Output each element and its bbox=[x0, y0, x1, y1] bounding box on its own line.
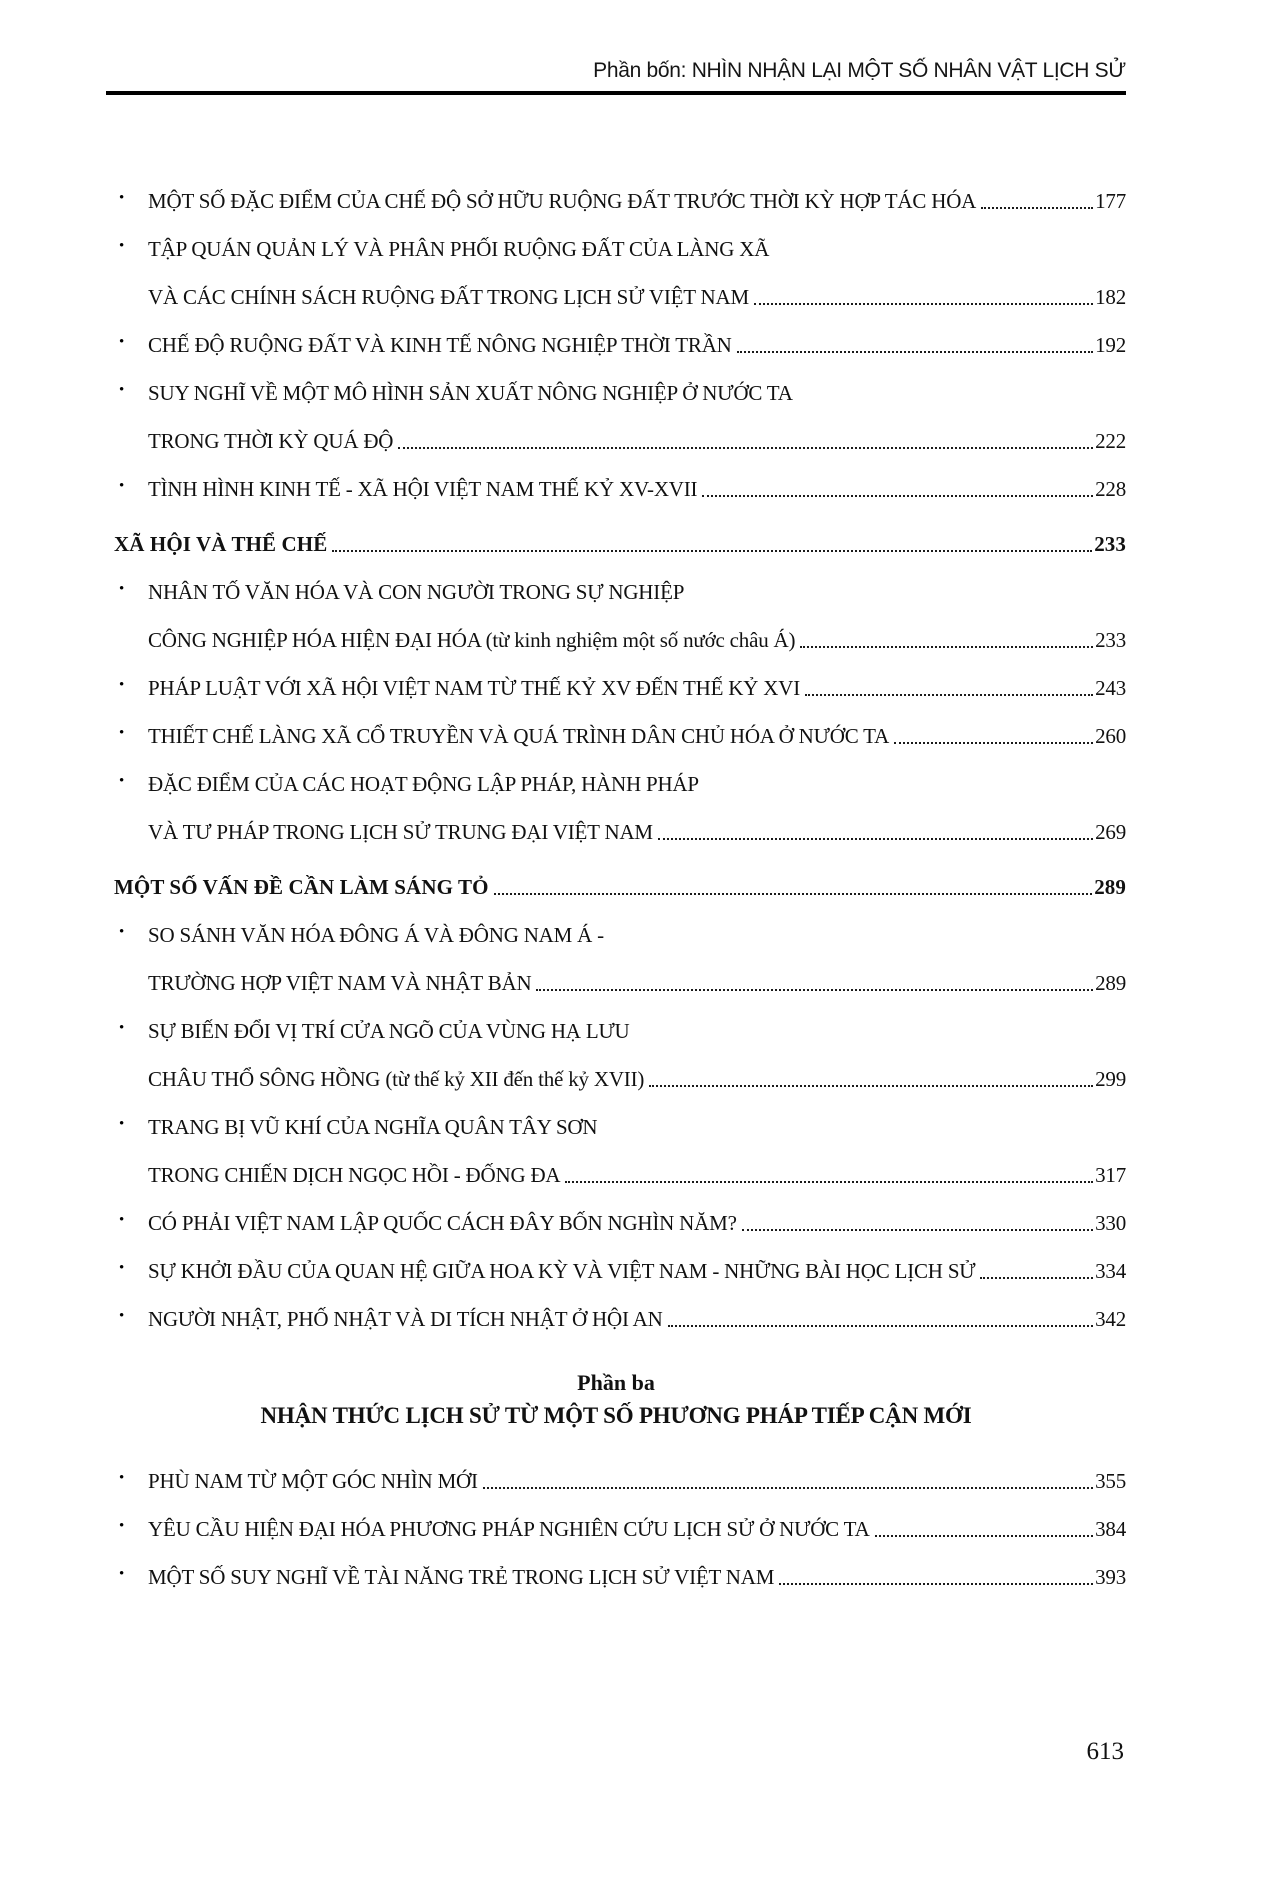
toc-line bbox=[148, 969, 1126, 997]
entry-text: CÔNG NGHIỆP HÓA HIỆN ĐẠI HÓA (từ kinh nghiệm một số nước châu Á) bbox=[148, 628, 796, 652]
dot-leader bbox=[494, 893, 1093, 895]
page-number: 269 bbox=[1095, 820, 1126, 844]
entry-text: SO SÁNH VĂN HÓA ĐÔNG Á VÀ ĐÔNG NAM Á - bbox=[148, 923, 604, 947]
toc-entry bbox=[106, 1467, 1126, 1495]
toc-line bbox=[148, 578, 1126, 606]
toc-entry bbox=[106, 722, 1126, 750]
bullet-icon: • bbox=[119, 190, 125, 206]
toc-line bbox=[148, 187, 1126, 215]
toc-line bbox=[148, 1257, 1126, 1285]
toc-entry bbox=[106, 1209, 1126, 1237]
entry-text: PHÁP LUẬT VỚI XÃ HỘI VIỆT NAM TỪ THẾ KỶ XV ĐẾN THẾ KỶ XVI bbox=[148, 676, 800, 700]
dot-leader bbox=[894, 742, 1093, 744]
entry-text: TRONG CHIẾN DỊCH NGỌC HỒI - ĐỐNG ĐA bbox=[148, 1163, 561, 1187]
entry-text: THIẾT CHẾ LÀNG XÃ CỔ TRUYỀN VÀ QUÁ TRÌNH DÂN CHỦ HÓA Ở NƯỚC TA bbox=[148, 724, 890, 748]
toc-line bbox=[148, 427, 1126, 455]
bullet-icon: • bbox=[119, 581, 125, 597]
bullet-icon: • bbox=[119, 238, 125, 254]
toc-line bbox=[148, 921, 1126, 949]
toc-line bbox=[148, 283, 1126, 311]
toc-line bbox=[148, 235, 1126, 263]
bullet-icon: • bbox=[119, 1260, 125, 1276]
page-number: 384 bbox=[1095, 1517, 1126, 1541]
dot-leader bbox=[742, 1229, 1093, 1231]
toc-line bbox=[148, 1305, 1126, 1333]
dot-leader bbox=[800, 646, 1093, 648]
bullet-icon: • bbox=[119, 1212, 125, 1228]
toc-line bbox=[148, 1467, 1126, 1495]
section-heading bbox=[106, 530, 1126, 558]
toc-line bbox=[148, 626, 1126, 654]
entry-text: NGƯỜI NHẬT, PHỐ NHẬT VÀ DI TÍCH NHẬT Ở HỘI AN bbox=[148, 1307, 663, 1331]
bullet-icon: • bbox=[119, 677, 125, 693]
toc-entry bbox=[106, 1563, 1126, 1591]
header-rule bbox=[106, 91, 1126, 95]
bullet-icon: • bbox=[119, 1020, 125, 1036]
folio-page-number: 613 bbox=[1086, 1738, 1124, 1765]
entry-text: CHÂU THỔ SÔNG HỒNG (từ thế kỷ XII đến thế kỷ XVII) bbox=[148, 1067, 645, 1091]
bullet-icon: • bbox=[119, 1116, 125, 1132]
entry-text: SUY NGHĨ VỀ MỘT MÔ HÌNH SẢN XUẤT NÔNG NGHIỆP Ở NƯỚC TA bbox=[148, 381, 793, 405]
toc-entry bbox=[106, 1305, 1126, 1333]
entry-text: VÀ CÁC CHÍNH SÁCH RUỘNG ĐẤT TRONG LỊCH SỬ VIỆT NAM bbox=[148, 285, 749, 309]
toc-entry bbox=[106, 187, 1126, 215]
dot-leader bbox=[536, 989, 1093, 991]
entry-text: SỰ BIẾN ĐỔI VỊ TRÍ CỬA NGÕ CỦA VÙNG HẠ LƯU bbox=[148, 1019, 630, 1043]
page-number: 330 bbox=[1095, 1211, 1126, 1235]
toc-entry bbox=[106, 1113, 1126, 1189]
dot-leader bbox=[875, 1535, 1094, 1537]
page-number: 355 bbox=[1095, 1469, 1126, 1493]
page-number: 342 bbox=[1095, 1307, 1126, 1331]
page-number: 260 bbox=[1095, 724, 1126, 748]
toc-line bbox=[148, 1161, 1126, 1189]
entry-text: MỘT SỐ SUY NGHĨ VỀ TÀI NĂNG TRẺ TRONG LỊCH SỬ VIỆT NAM bbox=[148, 1565, 775, 1589]
dot-leader bbox=[702, 495, 1093, 497]
entry-text: CHẾ ĐỘ RUỘNG ĐẤT VÀ KINH TẾ NÔNG NGHIỆP THỜI TRẦN bbox=[148, 333, 732, 357]
dot-leader bbox=[483, 1487, 1093, 1489]
dot-leader bbox=[737, 351, 1093, 353]
bullet-icon: • bbox=[119, 382, 125, 398]
entry-text: NHÂN TỐ VĂN HÓA VÀ CON NGƯỜI TRONG SỰ NGHIỆP bbox=[148, 580, 685, 604]
page-number: 233 bbox=[1094, 532, 1126, 556]
toc-entry bbox=[106, 674, 1126, 702]
bullet-icon: • bbox=[119, 478, 125, 494]
bullet-icon: • bbox=[119, 725, 125, 741]
toc-entry bbox=[106, 1257, 1126, 1285]
dot-leader bbox=[779, 1583, 1093, 1585]
toc-line bbox=[148, 1113, 1126, 1141]
toc-line bbox=[148, 379, 1126, 407]
toc-line bbox=[148, 674, 1126, 702]
bullet-icon: • bbox=[119, 334, 125, 350]
entry-text: YÊU CẦU HIỆN ĐẠI HÓA PHƯƠNG PHÁP NGHIÊN CỨU LỊCH SỬ Ở NƯỚC TA bbox=[148, 1517, 870, 1541]
entry-text: VÀ TƯ PHÁP TRONG LỊCH SỬ TRUNG ĐẠI VIỆT NAM bbox=[148, 820, 653, 844]
part-heading-title: NHẬN THỨC LỊCH SỬ TỪ MỘT SỐ PHƯƠNG PHÁP TIẾP CẬN MỚI bbox=[260, 1403, 972, 1428]
toc-entry bbox=[106, 475, 1126, 503]
toc-line bbox=[148, 722, 1126, 750]
toc-entry bbox=[106, 1017, 1126, 1093]
toc-entry bbox=[106, 331, 1126, 359]
page-number: 228 bbox=[1095, 477, 1126, 501]
dot-leader bbox=[980, 1277, 1093, 1279]
toc-entry bbox=[106, 379, 1126, 455]
entry-text: PHÙ NAM TỪ MỘT GÓC NHÌN MỚI bbox=[148, 1469, 478, 1493]
dot-leader bbox=[754, 303, 1093, 305]
page-number: 177 bbox=[1095, 189, 1126, 213]
running-header: Phần bốn: NHÌN NHẬN LẠI MỘT SỐ NHÂN VẬT LỊCH SỬ bbox=[593, 59, 1126, 82]
page-header bbox=[106, 58, 1126, 95]
toc-line bbox=[148, 475, 1126, 503]
page-number: 182 bbox=[1095, 285, 1126, 309]
toc-line bbox=[148, 1017, 1126, 1045]
entry-text: TRANG BỊ VŨ KHÍ CỦA NGHĨA QUÂN TÂY SƠN bbox=[148, 1115, 598, 1139]
toc-entry bbox=[106, 235, 1126, 311]
page-number: 299 bbox=[1095, 1067, 1126, 1091]
bullet-icon: • bbox=[119, 1518, 125, 1534]
entry-text: TÌNH HÌNH KINH TẾ - XÃ HỘI VIỆT NAM THẾ KỶ XV-XVII bbox=[148, 477, 698, 501]
page-number: 334 bbox=[1095, 1259, 1126, 1283]
bullet-icon: • bbox=[119, 773, 125, 789]
entry-text: TRƯỜNG HỢP VIỆT NAM VÀ NHẬT BẢN bbox=[148, 971, 532, 995]
bullet-icon: • bbox=[119, 924, 125, 940]
dot-leader bbox=[805, 694, 1093, 696]
entry-text: ĐẶC ĐIỂM CỦA CÁC HOẠT ĐỘNG LẬP PHÁP, HÀNH PHÁP bbox=[148, 772, 699, 796]
dot-leader bbox=[332, 550, 1092, 552]
toc-line bbox=[148, 1515, 1126, 1543]
part-heading-label: Phần ba bbox=[577, 1370, 655, 1395]
part-toc-list bbox=[106, 1467, 1126, 1591]
toc-line bbox=[148, 770, 1126, 798]
toc-line bbox=[148, 1563, 1126, 1591]
bullet-icon: • bbox=[119, 1470, 125, 1486]
part-heading bbox=[106, 1367, 1126, 1433]
page-number: 222 bbox=[1095, 429, 1126, 453]
dot-leader bbox=[649, 1085, 1093, 1087]
toc-entry bbox=[106, 578, 1126, 654]
section-heading bbox=[106, 873, 1126, 901]
page-number: 289 bbox=[1094, 875, 1126, 899]
page-number: 243 bbox=[1095, 676, 1126, 700]
toc-entry bbox=[106, 921, 1126, 997]
toc-entry bbox=[106, 770, 1126, 846]
toc-line bbox=[148, 818, 1126, 846]
dot-leader bbox=[658, 838, 1093, 840]
dot-leader bbox=[668, 1325, 1094, 1327]
entry-text: TRONG THỜI KỲ QUÁ ĐỘ bbox=[148, 429, 394, 453]
entry-text: SỰ KHỞI ĐẦU CỦA QUAN HỆ GIỮA HOA KỲ VÀ VIỆT NAM - NHỮNG BÀI HỌC LỊCH SỬ bbox=[148, 1259, 976, 1283]
entry-text: CÓ PHẢI VIỆT NAM LẬP QUỐC CÁCH ĐÂY BỐN NGHÌN NĂM? bbox=[148, 1211, 737, 1235]
dot-leader bbox=[565, 1181, 1093, 1183]
entry-text: MỘT SỐ VẤN ĐỀ CẦN LÀM SÁNG TỎ bbox=[114, 875, 489, 899]
page-number: 393 bbox=[1095, 1565, 1126, 1589]
entry-text: TẬP QUÁN QUẢN LÝ VÀ PHÂN PHỐI RUỘNG ĐẤT CỦA LÀNG XÃ bbox=[148, 237, 770, 261]
bullet-icon: • bbox=[119, 1308, 125, 1324]
toc-entry bbox=[106, 1515, 1126, 1543]
toc-line bbox=[148, 331, 1126, 359]
bullet-icon: • bbox=[119, 1566, 125, 1582]
page-number: 192 bbox=[1095, 333, 1126, 357]
toc-list bbox=[106, 187, 1126, 1333]
dot-leader bbox=[398, 447, 1093, 449]
page-number: 317 bbox=[1095, 1163, 1126, 1187]
entry-text: XÃ HỘI VÀ THỂ CHẾ bbox=[114, 532, 328, 556]
dot-leader bbox=[981, 207, 1093, 209]
entry-text: MỘT SỐ ĐẶC ĐIỂM CỦA CHẾ ĐỘ SỞ HỮU RUỘNG ĐẤT TRƯỚC THỜI KỲ HỢP TÁC HÓA bbox=[148, 189, 977, 213]
toc-line bbox=[148, 1209, 1126, 1237]
page-number: 233 bbox=[1095, 628, 1126, 652]
toc-line bbox=[148, 1065, 1126, 1093]
page-number: 289 bbox=[1095, 971, 1126, 995]
